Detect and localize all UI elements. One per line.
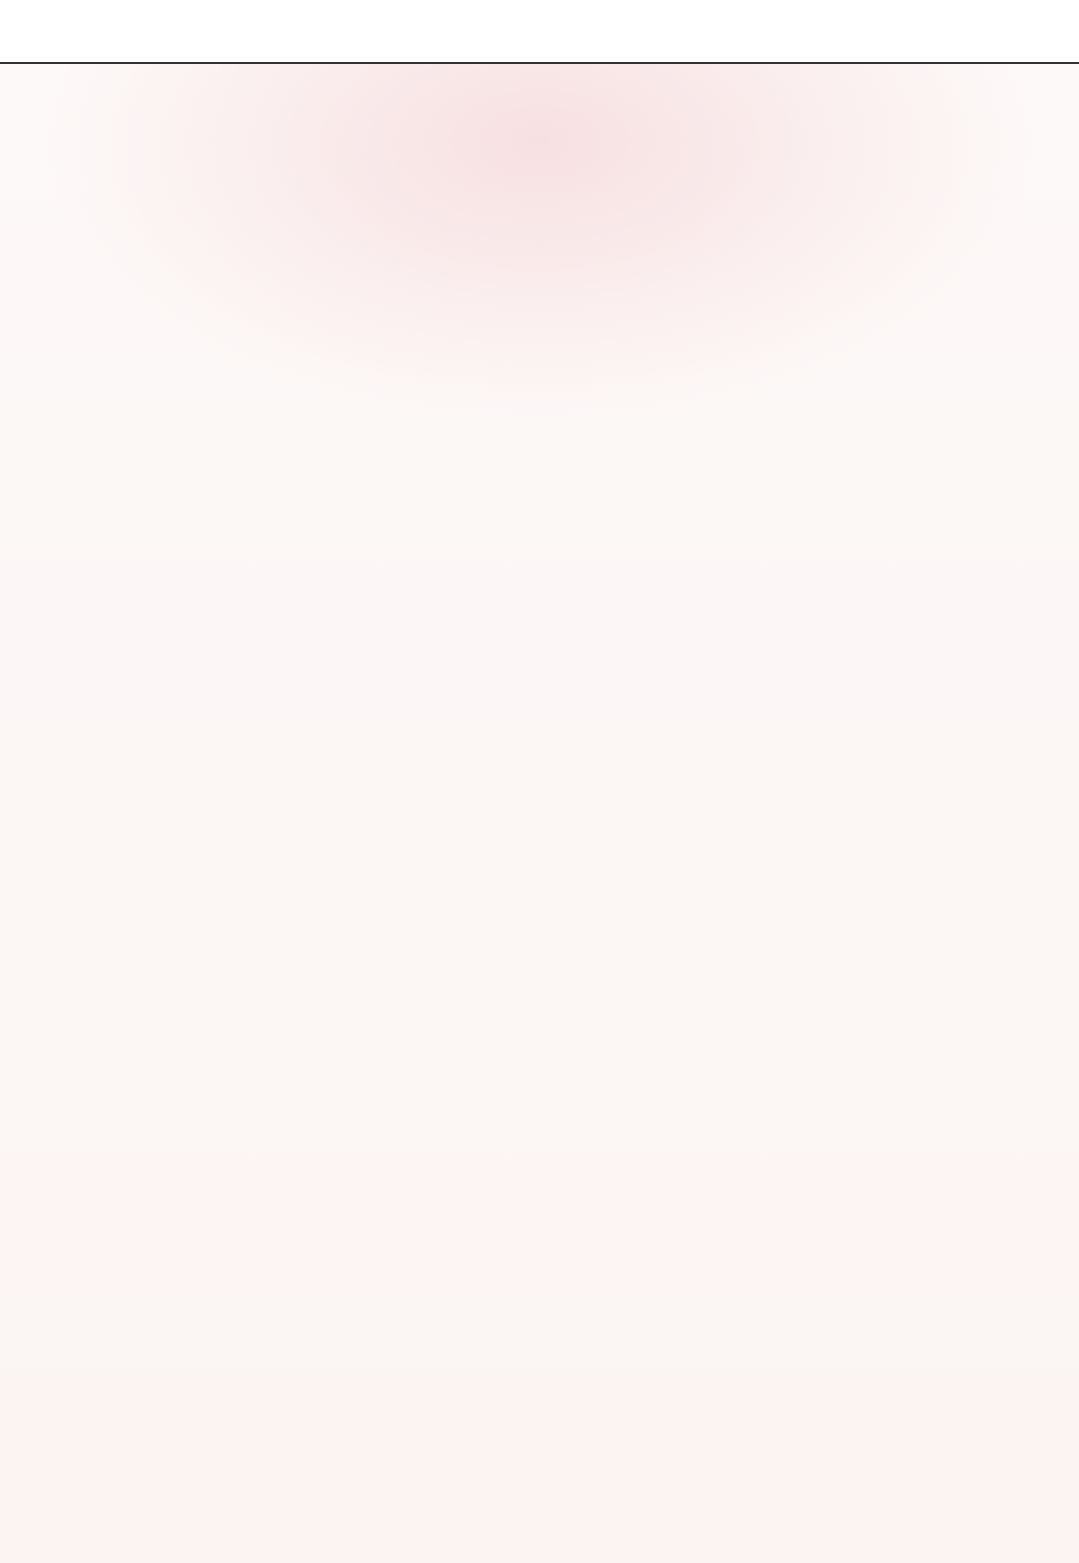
text-column-4 [658,404,854,1544]
masthead [0,0,1079,64]
background-decoration [0,64,1079,444]
text-column-5 [864,404,1044,1544]
text-column-1 [40,404,236,1544]
text-column-3 [452,404,648,1544]
text-column-2 [246,404,442,1544]
